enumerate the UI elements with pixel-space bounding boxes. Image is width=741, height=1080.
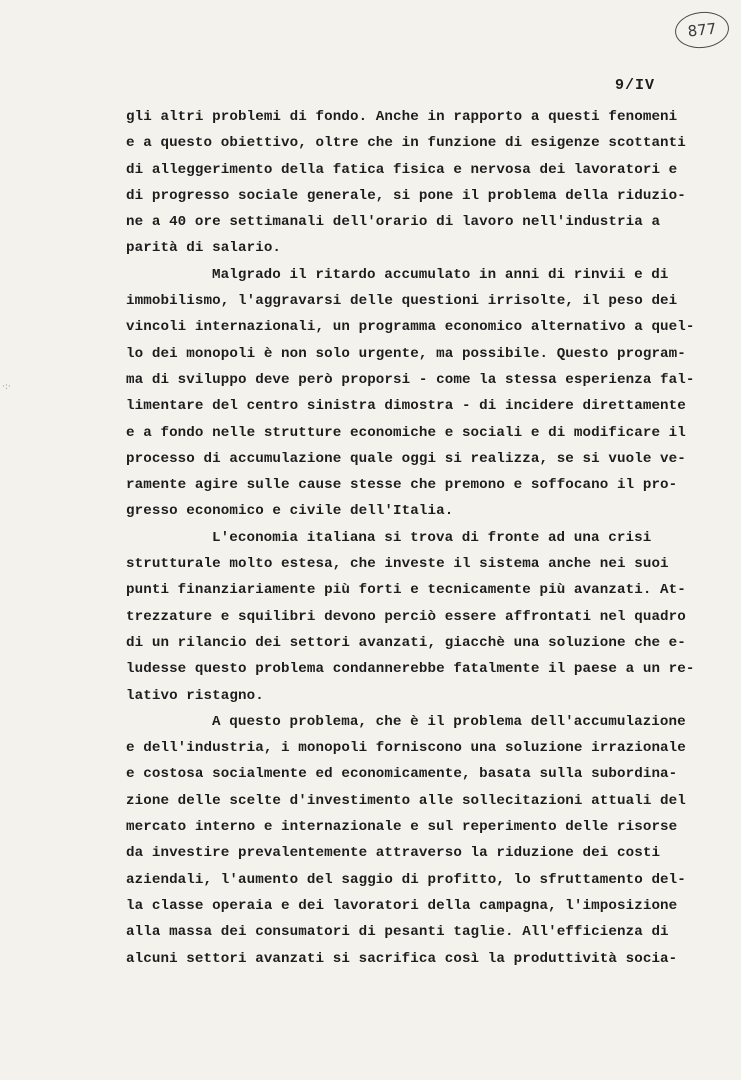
text-line: lativo ristagno. — [126, 687, 264, 704]
text-line: e costosa socialmente ed economicamente, basata sulla subordina- — [126, 766, 678, 783]
text-line: A questo problema, che è il problema dell'accumulazione — [212, 713, 686, 730]
text-line: di progresso sociale generale, si pone il problema della riduzio- — [126, 187, 686, 204]
text-line: ludesse questo problema condannerebbe fatalmente il paese a un re- — [126, 661, 695, 678]
text-line: limentare del centro sinistra dimostra - di incidere direttamente — [126, 398, 686, 415]
archive-number: 877 — [686, 19, 718, 41]
text-line: la classe operaia e dei lavoratori della campagna, l'imposizione — [126, 897, 678, 914]
text-line: lo dei monopoli è non solo urgente, ma possibile. Questo program- — [126, 345, 686, 362]
text-line: vincoli internazionali, un programma economico alternativo a quel- — [126, 319, 695, 336]
text-line: alla massa dei consumatori di pesanti taglie. All'efficienza di — [126, 924, 669, 941]
text-line: gli altri problemi di fondo. Anche in rapporto a questi fenomeni — [126, 109, 678, 125]
text-line: Malgrado il ritardo accumulato in anni di rinvii e di — [212, 266, 669, 283]
text-line: aziendali, l'aumento del saggio di profitto, lo sfruttamento del- — [126, 871, 686, 888]
text-line: strutturale molto estesa, che investe il sistema anche nei suoi — [126, 556, 669, 573]
text-line: parità di salario. — [126, 240, 282, 257]
text-line: punti finanziariamente più forti e tecnicamente più avanzati. At- — [126, 582, 686, 599]
text-line: immobilismo, l'aggravarsi delle questioni irrisolte, il peso dei — [126, 293, 678, 310]
text-line: processo di accumulazione quale oggi si realizza, se si vuole ve- — [126, 450, 686, 467]
text-line: trezzature e squilibri devono perciò essere affrontati nel quadro — [126, 608, 686, 625]
text-line: L'economia italiana si trova di fronte ad una crisi — [212, 529, 652, 546]
text-line: e a questo obiettivo, oltre che in funzione di esigenze scottanti — [126, 135, 686, 152]
text-line: di alleggerimento della fatica fisica e nervosa dei lavoratori e — [126, 161, 678, 178]
text-line: gresso economico e civile dell'Italia. — [126, 503, 454, 520]
typewritten-body — [126, 104, 716, 972]
text-line: e a fondo nelle strutture economiche e sociali e di modificare il — [126, 424, 686, 441]
text-line: ramente agire sulle cause stesse che premono e soffocano il pro- — [126, 477, 678, 494]
text-line: di un rilancio dei settori avanzati, giacchè una soluzione che e- — [126, 634, 686, 651]
page-number: 9/IV — [615, 77, 656, 94]
margin-smudge-mark: ·:· — [2, 382, 11, 392]
text-line: alcuni settori avanzati si sacrifica così la produttività socia- — [126, 950, 678, 967]
text-line: e dell'industria, i monopoli forniscono una soluzione irrazionale — [126, 740, 686, 757]
text-line: ma di sviluppo deve però proporsi - come la stessa esperienza fal- — [126, 371, 695, 388]
text-line: ne a 40 ore settimanali dell'orario di lavoro nell'industria a — [126, 214, 661, 231]
text-line: da investire prevalentemente attraverso la riduzione dei costi — [126, 845, 661, 862]
text-line: mercato interno e internazionale e sul reperimento delle risorse — [126, 819, 678, 836]
text-line: zione delle scelte d'investimento alle sollecitazioni attuali del — [126, 792, 686, 809]
archive-number-stamp — [673, 9, 730, 50]
